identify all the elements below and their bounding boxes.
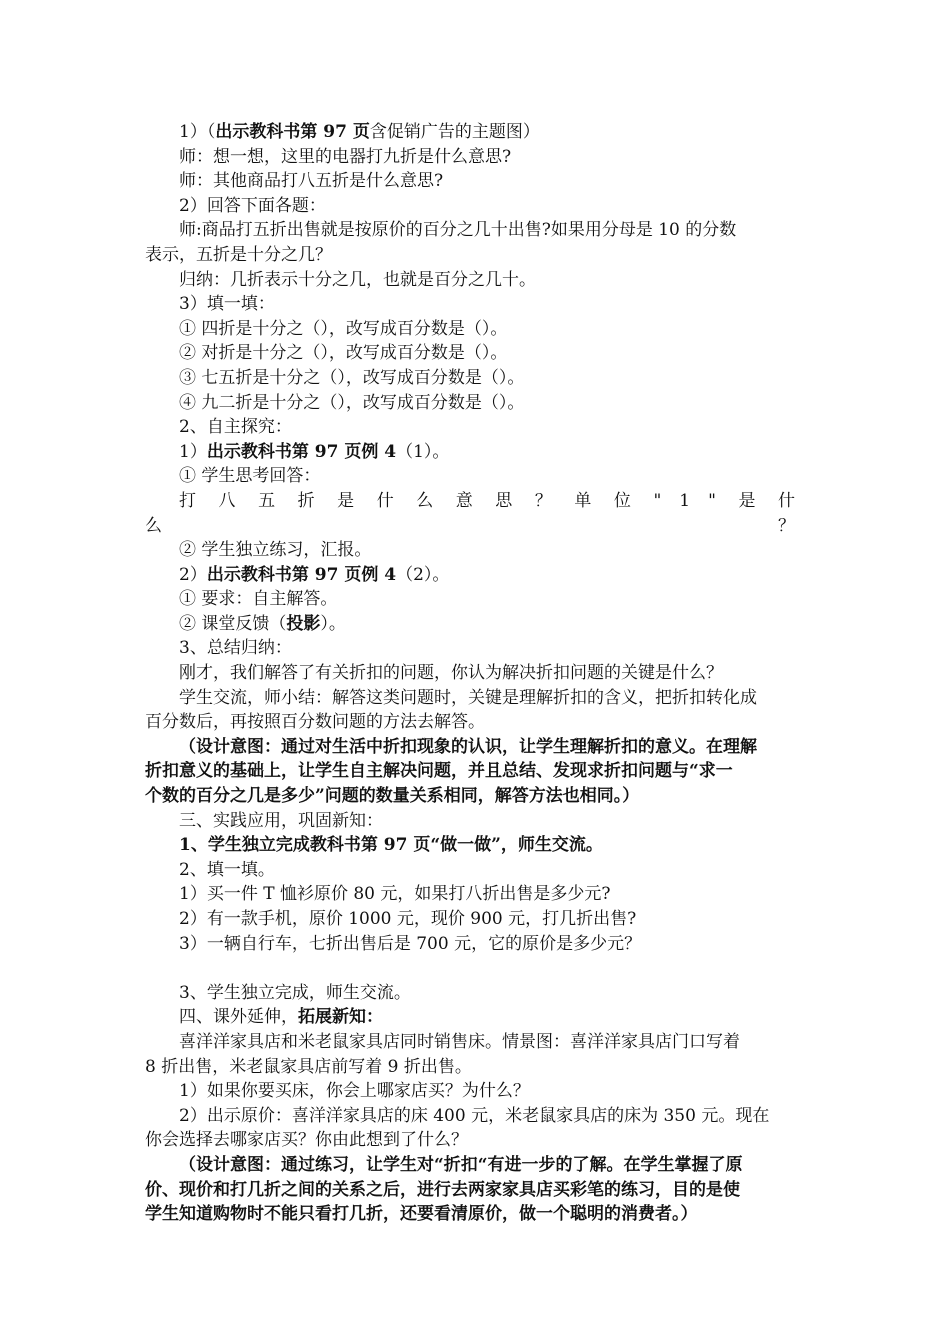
paragraph: 刚才，我们解答了有关折扣的问题，你认为解决折扣问题的关键是什么？ <box>179 663 723 684</box>
paragraph: 1）出示教科书第 97 页例 4（1）。 <box>179 441 450 462</box>
paragraph: 3、学生独立完成，师生交流。 <box>179 982 411 1003</box>
design-intent: （设计意图：通过练习，让学生对“折扣“有进一步的了解。在学生掌握了原 <box>179 1154 743 1175</box>
design-intent: 折扣意义的基础上，让学生自主解决问题，并且总结、发现求折扣问题与“求一 <box>145 761 733 782</box>
design-intent: 个数的百分之几是多少”问题的数量关系相同，解答方法也相同。） <box>145 786 640 807</box>
paragraph: 师:商品打五折出售就是按原价的百分之几十出售?如果用分母是 10 的分数 <box>179 220 737 241</box>
section-heading: 三、实践应用，巩固新知： <box>179 810 383 831</box>
design-intent: 学生知道购物时不能只看打几折，还要看清原价，做一个聪明的消费者。） <box>145 1204 698 1225</box>
paragraph: 你会选择去哪家店买？你由此想到了什么？ <box>145 1130 468 1151</box>
paragraph: 打八五折是什么意思？单位"1"是什么？ <box>145 490 813 536</box>
list-item: 1）买一件 T 恤衫原价 80 元，如果打八折出售是多少元? <box>179 884 611 905</box>
paragraph: 1）（出示教科书第 97 页含促销广告的主题图） <box>179 122 540 142</box>
list-item: 2）出示原价：喜洋洋家具店的床 400 元，米老鼠家具店的床为 350 元。现在 <box>179 1105 770 1126</box>
paragraph: 师：其他商品打八五折是什么意思? <box>179 171 444 192</box>
paragraph: 8 折出售，米老鼠家具店前写着 9 折出售。 <box>145 1056 472 1077</box>
design-intent: （设计意图：通过对生活中折扣现象的认识，让学生理解折扣的意义。在理解 <box>179 736 757 757</box>
lesson-plan-page <box>145 120 813 1227</box>
list-item: 1）如果你要买床，你会上哪家店买？为什么？ <box>179 1081 530 1102</box>
paragraph: 2）出示教科书第 97 页例 4（2）。 <box>179 564 450 585</box>
paragraph: 百分数后，再按照百分数问题的方法去解答。 <box>145 712 485 733</box>
paragraph: 表示，五折是十分之几？ <box>145 244 332 265</box>
list-item: ④ 九二折是十分之（），改写成百分数是（）。 <box>179 392 525 413</box>
list-item: 2）有一款手机，原价 1000 元，现价 900 元，打几折出售? <box>179 909 637 929</box>
list-item: ② 学生独立练习，汇报。 <box>179 540 372 561</box>
paragraph: 3）填一填： <box>179 294 275 315</box>
paragraph: 2）回答下面各题： <box>179 195 326 216</box>
paragraph: 1、学生独立完成教科书第 97 页“做一做”，师生交流。 <box>179 835 603 856</box>
section-heading: 3、总结归纳： <box>179 638 292 659</box>
spacer <box>145 956 813 981</box>
list-item: ② 对折是十分之（），改写成百分数是（）。 <box>179 343 508 364</box>
list-item: ② 课堂反馈（投影）。 <box>179 613 346 634</box>
list-item: 3）一辆自行车，七折出售后是 700 元，它的原价是多少元？ <box>179 933 642 954</box>
list-item: ① 学生思考回答： <box>179 466 321 487</box>
section-heading: 2、自主探究： <box>179 417 292 438</box>
paragraph: 2、填一填。 <box>179 859 275 880</box>
list-item: ① 四折是十分之（），改写成百分数是（）。 <box>179 318 508 339</box>
paragraph: 师：想一想，这里的电器打九折是什么意思? <box>179 146 512 167</box>
paragraph: 喜洋洋家具店和米老鼠家具店同时销售床。情景图：喜洋洋家具店门口写着 <box>179 1031 740 1052</box>
design-intent: 价、现价和打几折之间的关系之后，进行去两家家具店买彩笔的练习，目的是使 <box>145 1179 740 1200</box>
list-item: ① 要求：自主解答。 <box>179 589 338 610</box>
paragraph: 归纳：几折表示十分之几，也就是百分之几十。 <box>179 269 536 290</box>
list-item: ③ 七五折是十分之（），改写成百分数是（）。 <box>179 367 525 388</box>
section-heading: 四、课外延伸，拓展新知： <box>179 1007 383 1028</box>
paragraph: 学生交流，师小结：解答这类问题时，关键是理解折扣的含义，把折扣转化成 <box>179 687 757 708</box>
